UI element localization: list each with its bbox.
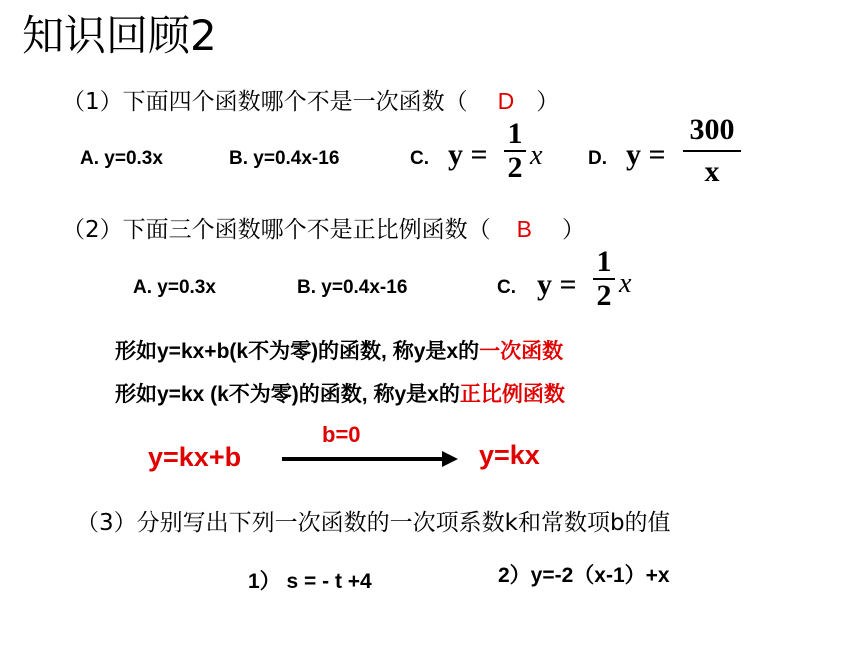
q2-c-lhs: y = bbox=[537, 268, 577, 301]
q2-c-variable: x bbox=[619, 268, 632, 299]
definition-proportional bbox=[115, 381, 565, 409]
question-3: （3）分别写出下列一次函数的一次项系数k和常数项b的值 bbox=[76, 510, 671, 536]
q2-option-a: A. y=0.3x bbox=[133, 277, 216, 298]
q1-d-denominator: x bbox=[704, 155, 720, 188]
page-title: 知识回顾2 bbox=[22, 11, 217, 60]
definition-linear-text: 形如y=kx+b(k不为零)的函数, 称y是x的 bbox=[115, 340, 480, 363]
q3-item-2: 2）y=-2（x-1）+x bbox=[498, 564, 670, 587]
definition-linear bbox=[115, 338, 563, 366]
q1-c-denominator: 2 bbox=[507, 151, 523, 184]
q2-c-denominator: 2 bbox=[596, 279, 612, 312]
question-2 bbox=[62, 214, 585, 245]
q2-c-numerator: 1 bbox=[596, 245, 612, 278]
question-2-prefix: （2）下面三个函数哪个不是正比例函数（ bbox=[62, 217, 491, 243]
q2-option-b: B. y=0.4x-16 bbox=[297, 277, 408, 298]
definition-proportional-text: 形如y=kx (k不为零)的函数, 称y是x的 bbox=[115, 383, 460, 406]
q2-c-fraction bbox=[593, 246, 615, 312]
question-1 bbox=[62, 86, 559, 117]
q1-c-numerator: 1 bbox=[507, 117, 523, 150]
q1-option-b: B. y=0.4x-16 bbox=[229, 148, 340, 169]
q1-d-lhs: y = bbox=[626, 138, 666, 171]
definition-proportional-term: 正比例函数 bbox=[459, 383, 565, 406]
question-1-prefix: （1）下面四个函数哪个不是一次函数（ bbox=[62, 89, 468, 115]
q1-d-fraction bbox=[683, 114, 741, 188]
q1-option-a: A. y=0.3x bbox=[80, 148, 163, 169]
q1-option-c-label: C. bbox=[410, 148, 429, 169]
transform-right-formula: y=kx bbox=[479, 440, 540, 470]
question-2-suffix: ） bbox=[561, 217, 585, 243]
q1-option-d-label: D. bbox=[588, 148, 607, 169]
question-1-answer: D bbox=[497, 88, 515, 114]
transform-condition: b=0 bbox=[322, 422, 361, 447]
question-2-answer: B bbox=[516, 216, 532, 242]
q2-option-c-label: C. bbox=[497, 277, 516, 298]
q1-c-lhs: y = bbox=[448, 138, 488, 171]
q1-d-numerator: 300 bbox=[689, 113, 735, 146]
transform-arrow-icon bbox=[282, 448, 460, 470]
question-1-suffix: ） bbox=[536, 89, 560, 115]
definition-linear-term: 一次函数 bbox=[479, 340, 564, 363]
q1-c-variable: x bbox=[530, 140, 543, 171]
transform-left-formula: y=kx+b bbox=[148, 442, 242, 472]
q1-c-fraction bbox=[504, 118, 526, 184]
q3-item-1: 1） s = - t +4 bbox=[248, 570, 372, 593]
q1-d-fraction-bar bbox=[683, 150, 741, 152]
